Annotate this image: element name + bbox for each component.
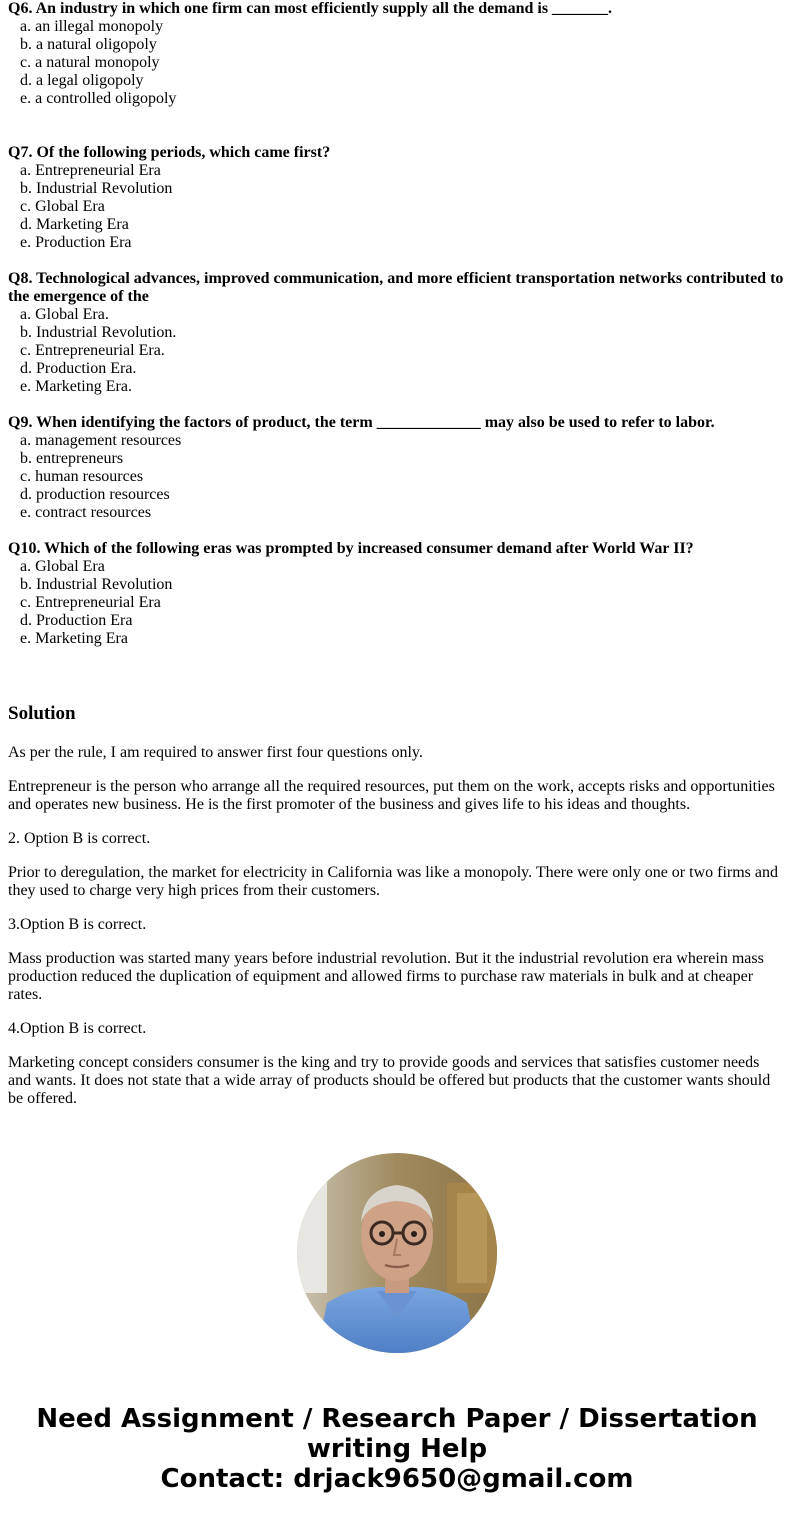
promo-line: writing Help bbox=[306, 1434, 488, 1464]
question-title: Q7. Of the following periods, which came first? bbox=[8, 144, 331, 161]
options-list bbox=[8, 18, 786, 108]
promo-banner bbox=[0, 1404, 794, 1494]
option-item: d. Marketing Era bbox=[20, 216, 129, 233]
option-item: d. Production Era bbox=[20, 612, 133, 629]
promo-line: Need Assignment / Research Paper / Dissertation bbox=[36, 1404, 758, 1434]
option-item: d. Production Era. bbox=[20, 360, 137, 377]
option-item: c. a natural monopoly bbox=[20, 54, 160, 71]
solution-paragraph: Prior to deregulation, the market for electricity in California was like a monopoly. There were only one or two firms and they used to charge very high prices from their customers. bbox=[8, 864, 778, 899]
question-6 bbox=[8, 0, 786, 108]
solution-section bbox=[8, 703, 786, 1124]
option-item: e. Production Era bbox=[20, 234, 132, 251]
option-item: c. Entrepreneurial Era. bbox=[20, 342, 165, 359]
solution-paragraph: 3.Option B is correct. bbox=[8, 916, 147, 933]
option-item: b. entrepreneurs bbox=[20, 450, 124, 467]
option-item: a. an illegal monopoly bbox=[20, 18, 164, 35]
option-item: e. Marketing Era bbox=[20, 630, 128, 647]
solution-paragraph: 2. Option B is correct. bbox=[8, 830, 151, 847]
question-7 bbox=[8, 144, 786, 252]
options-list bbox=[8, 558, 786, 648]
solution-paragraph: As per the rule, I am required to answer first four questions only. bbox=[8, 744, 423, 761]
option-item: c. Entrepreneurial Era bbox=[20, 594, 161, 611]
question-title: Q10. Which of the following eras was prompted by increased consumer demand after World War II? bbox=[8, 540, 694, 557]
option-item: e. Marketing Era. bbox=[20, 378, 132, 395]
solution-paragraph: Mass production was started many years before industrial revolution. But it the industrial revolution era wherein mass production reduced the duplication of equipment and allowed firms to purchase raw materials in bulk and at cheaper rates. bbox=[8, 950, 764, 1003]
option-item: b. a natural oligopoly bbox=[20, 36, 157, 53]
option-item: b. Industrial Revolution bbox=[20, 576, 173, 593]
options-list bbox=[8, 306, 786, 396]
option-item: a. management resources bbox=[20, 432, 182, 449]
question-title: Q9. When identifying the factors of product, the term _____________ may also be used to refer to labor. bbox=[8, 414, 715, 431]
solution-paragraph: 4.Option B is correct. bbox=[8, 1020, 147, 1037]
option-item: a. Global Era bbox=[20, 558, 105, 575]
option-item: e. a controlled oligopoly bbox=[20, 90, 177, 107]
options-list bbox=[8, 162, 786, 252]
solution-heading: Solution bbox=[8, 703, 76, 724]
option-item: a. Global Era. bbox=[20, 306, 109, 323]
option-item: b. Industrial Revolution. bbox=[20, 324, 177, 341]
option-item: a. Entrepreneurial Era bbox=[20, 162, 161, 179]
option-item: e. contract resources bbox=[20, 504, 152, 521]
person-portrait-icon bbox=[297, 1153, 497, 1353]
question-10 bbox=[8, 540, 786, 648]
question-8 bbox=[8, 270, 786, 396]
option-item: d. a legal oligopoly bbox=[20, 72, 144, 89]
option-item: b. Industrial Revolution bbox=[20, 180, 173, 197]
question-9 bbox=[8, 414, 786, 522]
option-item: c. Global Era bbox=[20, 198, 105, 215]
author-photo bbox=[297, 1153, 497, 1353]
solution-paragraph: Marketing concept considers consumer is the king and try to provide goods and services that satisfies customer needs and wants. It does not state that a wide array of products should be offered but products that the customer wants should be offered. bbox=[8, 1054, 771, 1107]
solution-paragraph: Entrepreneur is the person who arrange all the required resources, put them on the work, accepts risks and opportunities and operates new business. He is the first promoter of the business and gives life to his ideas and thoughts. bbox=[8, 778, 775, 813]
question-title: Q6. An industry in which one firm can most efficiently supply all the demand is _______. bbox=[8, 0, 613, 17]
options-list bbox=[8, 432, 786, 522]
option-item: c. human resources bbox=[20, 468, 144, 485]
question-title: Q8. Technological advances, improved communication, and more efficient transportation networks contributed to the emergence of the bbox=[8, 270, 784, 305]
option-item: d. production resources bbox=[20, 486, 170, 503]
promo-contact: Contact: drjack9650@gmail.com bbox=[160, 1464, 634, 1494]
